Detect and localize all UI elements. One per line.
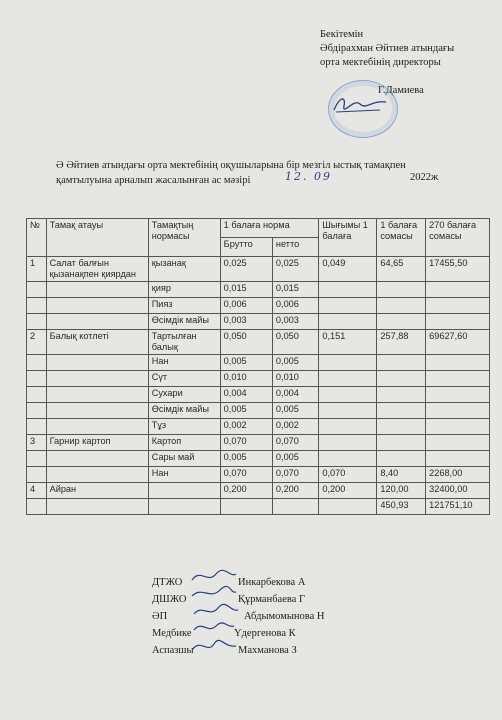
cell-sum1 [377,451,426,467]
cell-gross: 0,006 [220,298,272,314]
cell-consumption [319,435,377,451]
cell-consumption [319,298,377,314]
cell-food [46,298,148,314]
cell-sum1: 450,93 [377,499,426,515]
cell-ingredient: Сухари [148,387,220,403]
cell-consumption [319,371,377,387]
signature-name: Абдымомынова Н [244,611,325,622]
year-label: 2022ж [410,172,439,183]
cell-num: 3 [27,435,47,451]
cell-consumption [319,387,377,403]
cell-ingredient: қызанақ [148,257,220,282]
cell-consumption [319,499,377,515]
cell-net: 0,004 [272,387,318,403]
cell-net: 0,070 [272,435,318,451]
table-row [27,355,490,371]
cell-net [272,499,318,515]
cell-ingredient: Нан [148,467,220,483]
cell-sum1 [377,403,426,419]
cell-sum1: 120,00 [377,483,426,499]
cell-gross: 0,070 [220,467,272,483]
cell-sum1 [377,435,426,451]
header-gross: Брутто [220,238,272,257]
cell-sum270: 32400,00 [426,483,490,499]
cell-net: 0,003 [272,314,318,330]
cell-sum270 [426,371,490,387]
cell-sum1 [377,282,426,298]
cell-gross: 0,003 [220,314,272,330]
cell-num [27,355,47,371]
table-row [27,419,490,435]
director-signature [330,92,390,116]
title-line1: Ә Әйтиев атындағы орта мектебінің оқушыларына бір мезгіл ыстық тамақпен [56,160,406,171]
cell-sum270 [426,314,490,330]
cell-consumption: 0,070 [319,467,377,483]
title-line2: қамтылуына арналып жасалынған ас мәзірі [56,175,251,186]
cell-gross: 0,015 [220,282,272,298]
cell-ingredient: Тартылған балық [148,330,220,355]
cell-net: 0,015 [272,282,318,298]
table-row [27,467,490,483]
cell-consumption [319,451,377,467]
cell-net: 0,002 [272,419,318,435]
signature-role: ӘП [152,611,168,622]
menu-table [26,218,490,515]
table-row [27,435,490,451]
handwritten-date: 12. 09 [285,170,332,183]
cell-net: 0,005 [272,355,318,371]
signature-name: Махманова З [238,645,297,656]
cell-ingredient [148,499,220,515]
signature-role: ДТЖО [152,577,183,588]
cell-food: Айран [46,483,148,499]
signature-name: Құрманбаева Г [238,594,306,605]
cell-sum270 [426,298,490,314]
cell-food: Салат балғын қызанақпен қиярдан [46,257,148,282]
cell-num [27,371,47,387]
table-row [27,282,490,298]
cell-sum1: 257,88 [377,330,426,355]
cell-ingredient: қияр [148,282,220,298]
cell-sum270: 2268,00 [426,467,490,483]
signature-role: Аспазшы [152,645,194,656]
cell-num [27,282,47,298]
header-sum1: 1 балаға сомасы [377,219,426,257]
cell-sum270 [426,387,490,403]
signature-row [152,608,325,625]
table-row [27,314,490,330]
cell-gross: 0,005 [220,403,272,419]
cell-num: 1 [27,257,47,282]
approval-line3: орта мектебінің директоры [320,57,441,68]
cell-sum1 [377,419,426,435]
cell-num [27,403,47,419]
cell-food [46,419,148,435]
cell-consumption [319,403,377,419]
cell-consumption: 0,049 [319,257,377,282]
cell-food: Гарнир картоп [46,435,148,451]
cell-food [46,371,148,387]
approval-line2: Әбдірахман Әйтиев атындағы [320,43,455,54]
cell-num [27,387,47,403]
approval-line1: Бекітемін [320,29,364,40]
header-norm: Тамақтың нормасы [148,219,220,257]
signature-row [152,642,297,659]
cell-sum270: 121751,10 [426,499,490,515]
table-row [27,403,490,419]
cell-food [46,499,148,515]
director-name: Г.Дамиева [378,85,424,96]
handwritten-signatures [190,568,240,668]
signature-row [152,625,296,642]
cell-consumption [319,355,377,371]
signature-name: Үдергенова К [234,628,296,639]
cell-gross: 0,070 [220,435,272,451]
cell-net: 0,050 [272,330,318,355]
cell-sum1 [377,314,426,330]
table-row [27,257,490,282]
cell-sum270 [426,403,490,419]
cell-gross: 0,010 [220,371,272,387]
cell-gross: 0,005 [220,451,272,467]
header-net: нетто [272,238,318,257]
cell-num: 4 [27,483,47,499]
signature-row [152,591,306,608]
cell-gross: 0,200 [220,483,272,499]
header-per-child: 1 балаға норма [220,219,319,238]
cell-food [46,355,148,371]
table-row [27,451,490,467]
cell-consumption [319,419,377,435]
cell-num [27,298,47,314]
cell-sum270: 69627,60 [426,330,490,355]
cell-net: 0,006 [272,298,318,314]
approval-block [320,28,455,96]
cell-ingredient: Өсімдік майы [148,314,220,330]
cell-sum270 [426,282,490,298]
signature-role: ДШЖО [152,594,187,605]
cell-gross: 0,004 [220,387,272,403]
cell-food [46,387,148,403]
cell-ingredient: Сүт [148,371,220,387]
table-row [27,298,490,314]
table-header-row [27,219,490,238]
cell-sum270: 17455,50 [426,257,490,282]
cell-consumption: 0,200 [319,483,377,499]
cell-consumption: 0,151 [319,330,377,355]
cell-ingredient: Сары май [148,451,220,467]
cell-net: 0,025 [272,257,318,282]
cell-num [27,467,47,483]
cell-num [27,314,47,330]
cell-consumption [319,314,377,330]
header-food: Тамақ атауы [46,219,148,257]
cell-food [46,451,148,467]
cell-net: 0,005 [272,451,318,467]
cell-sum1: 64,65 [377,257,426,282]
cell-ingredient: Картоп [148,435,220,451]
table-row [27,387,490,403]
cell-sum270 [426,451,490,467]
cell-food [46,314,148,330]
cell-net: 0,200 [272,483,318,499]
signatures-block [152,574,325,659]
cell-gross: 0,025 [220,257,272,282]
cell-gross [220,499,272,515]
cell-num [27,451,47,467]
cell-ingredient: Пияз [148,298,220,314]
signature-row [152,574,306,591]
cell-ingredient: Нан [148,355,220,371]
cell-net: 0,005 [272,403,318,419]
cell-ingredient: Тұз [148,419,220,435]
cell-num: 2 [27,330,47,355]
table-body [27,257,490,515]
cell-sum270 [426,355,490,371]
header-num: № [27,219,47,257]
table-row [27,371,490,387]
table-row [27,499,490,515]
cell-sum270 [426,419,490,435]
cell-gross: 0,002 [220,419,272,435]
signature-name: Инкарбекова А [238,577,306,588]
header-consumption: Шығымы 1 балаға [319,219,377,257]
cell-num [27,499,47,515]
table-row [27,330,490,355]
signature-role: Медбике [152,628,192,639]
header-sum270: 270 балаға сомасы [426,219,490,257]
cell-gross: 0,005 [220,355,272,371]
cell-food: Балық котлеті [46,330,148,355]
cell-consumption [319,282,377,298]
cell-sum1 [377,371,426,387]
cell-sum1 [377,355,426,371]
cell-sum1: 8,40 [377,467,426,483]
cell-sum1 [377,298,426,314]
cell-ingredient: Өсімдік майы [148,403,220,419]
cell-food [46,403,148,419]
cell-food [46,282,148,298]
cell-ingredient [148,483,220,499]
cell-sum1 [377,387,426,403]
table-row [27,483,490,499]
cell-sum270 [426,435,490,451]
cell-net: 0,070 [272,467,318,483]
cell-food [46,467,148,483]
cell-gross: 0,050 [220,330,272,355]
cell-num [27,419,47,435]
cell-net: 0,010 [272,371,318,387]
